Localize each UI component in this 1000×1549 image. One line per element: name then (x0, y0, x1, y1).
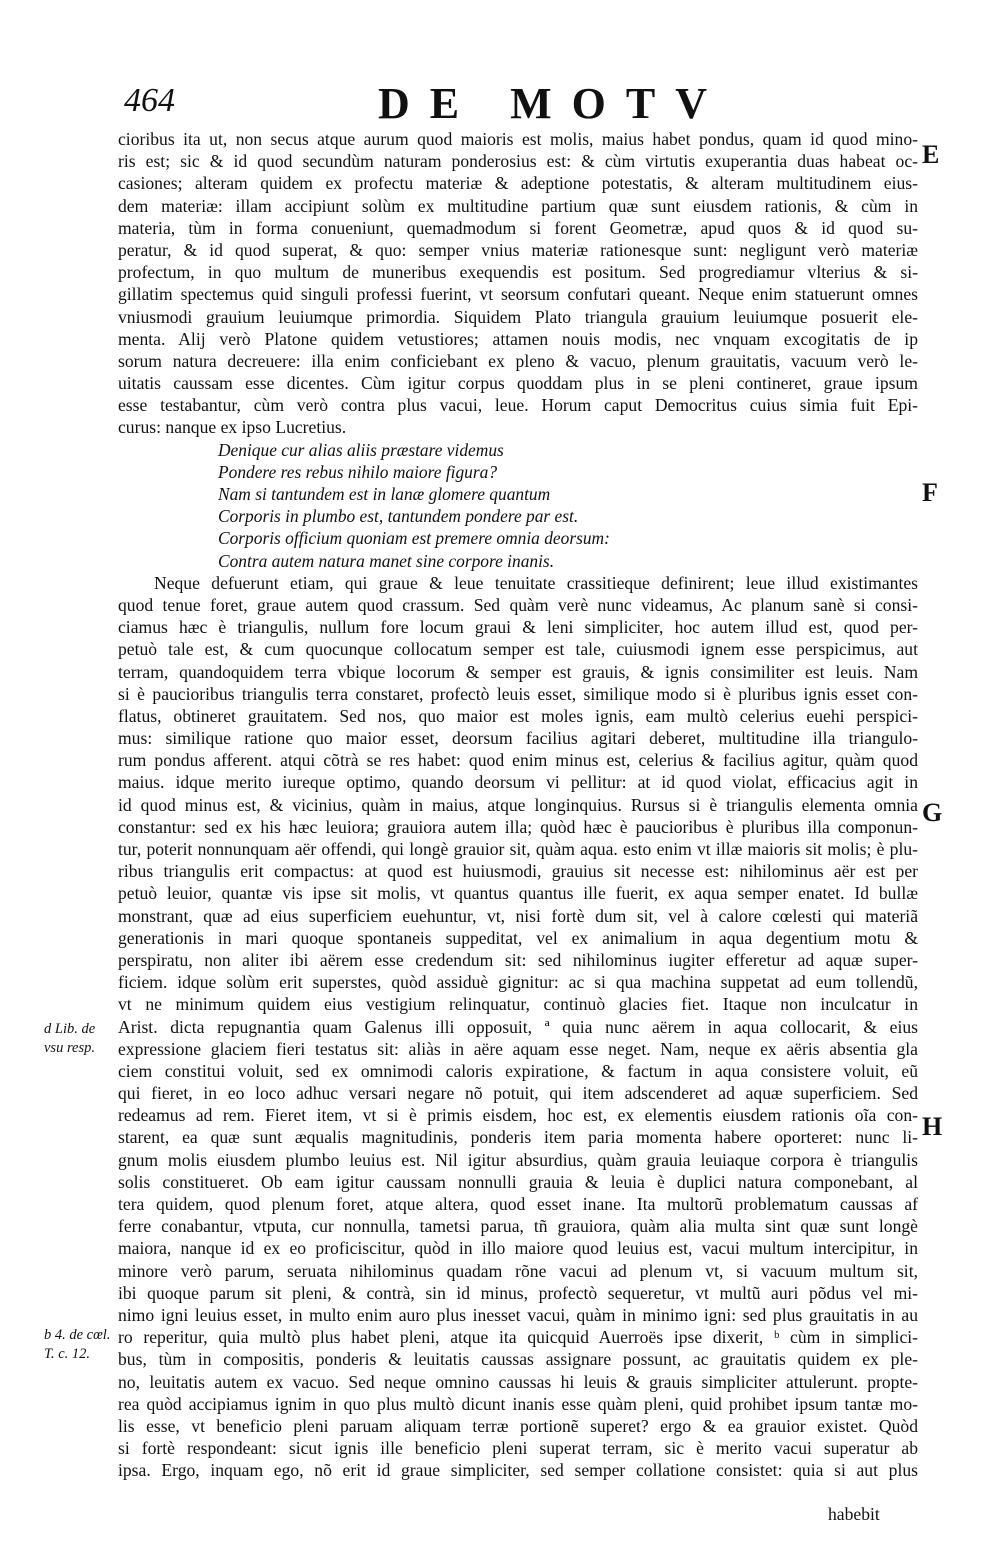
text-line: ciamus hæc è triangulis, nullum fore locum graui & leni simpliciter, hoc autem illud est, quod per- (118, 617, 918, 638)
text-line: Corporis in plumbo est, tantundem pondere par est. (218, 506, 579, 527)
text-line: quod tenue foret, graue autem quod crassum. Sed quàm verè nunc videamus, Ac planum sanè si consi- (118, 594, 918, 615)
text-line: Contra autem natura manet sine corpore inanis. (218, 550, 555, 571)
text-line: Denique cur alias aliis præstare videmus (218, 439, 504, 460)
text-line: bus, tùm in compositis, ponderis & leuitatis caussas assignare possunt, ac grauitatis quidem ex ple- (118, 1349, 918, 1370)
text-line: constantur: sed ex his hæc leuiora; grauiora autem illa; quòd hæc è paucioribus è pluribus illa componun- (118, 816, 918, 837)
text-line: uitatis caussam esse dicentes. Cùm igitur corpus quoddam plus in se pleni contineret, graue ipsum (118, 373, 918, 394)
text-line: Arist. dicta repugnantia quam Galenus illi opposuit, ª quia nunc aërem in aqua collocarit, & eius (118, 1016, 918, 1037)
text-line: no, leuitatis autem ex vacuo. Sed neque omnino caussas hi leuis & grauis simpliciter attulerunt. propte- (118, 1371, 918, 1392)
text-line: Neque defuerunt etiam, qui graue & leue tenuitate crassitieque definirent; leue illud existimantes (154, 572, 918, 593)
note-d-line-2: vsu resp. (44, 1040, 96, 1056)
margin-letter-f: F (922, 478, 938, 507)
text-line: vt ne minimum quidem eius vestigium relinquatur, continuò glacies fiet. Itaque non inculcatur in (118, 994, 918, 1015)
margin-letter-h: H (922, 1112, 943, 1141)
paragraph-2 (118, 572, 918, 1482)
margin-note-d (44, 1020, 95, 1058)
page-number: 464 (124, 82, 175, 119)
text-line: sorum natura decreuere: illa enim conficiebant ex pleno & vacuo, plenum grauitatis, vacuum verò le- (118, 350, 918, 371)
text-line: mus: similique ratione quo maior esset, deorsum facilius agitari deberet, multitudine illa triangulo- (118, 728, 918, 749)
text-line: cioribus ita ut, non secus atque aurum quod maioris est molis, maius habet pondus, quam id quod mino- (118, 129, 918, 149)
note-b-line-2: T. c. 12. (44, 1346, 91, 1362)
text-line: nimo igni leuius esset, in multo enim auro plus inesset vacui, quàm in minimo igni: sed plus grauitatis in au (118, 1304, 918, 1325)
margin-note-b (44, 1326, 110, 1364)
text-line: maius. idque merito iureque optimo, quando deorsum vi pellitur: at id quod violat, efficacius agit in (118, 772, 918, 793)
main-text (118, 128, 918, 1481)
text-line: materia, tùm in forma conueniunt, quemadmodum si forent Geometræ, apud quos & id quod su- (118, 217, 918, 238)
text-line: rea quòd accipiamus ignim in quo plus multò dicunt inanis esse quàm pleni, quid prohibet ipsum tantæ mo- (118, 1393, 918, 1414)
text-line: si fortè respondeant: sicut ignis ille beneficio pleni superat terram, sic è merito vacui superatur ab (118, 1438, 918, 1459)
text-line: minore verò parum, seruata nihilominus quadam rõne vacui ad plenum vt, si vacuum multum sit, (118, 1260, 918, 1281)
text-line: ro reperitur, quia multò plus habet pleni, atque ita quicquid Auerroës ipse dixerit, ᵇ cùm in simplici- (118, 1327, 918, 1348)
text-line: flatus, obtineret grauitatem. Sed nos, quo maior est moles ignis, eam multò celerius euehi perspici- (118, 705, 918, 726)
running-head: DE MOTV (378, 79, 727, 128)
text-line: ficiem. idque solùm erit superstes, quòd assiduè gignitur: ac si qua machina suppetat ad eum tollendũ, (118, 972, 918, 993)
note-d-line-1: Lib. de (54, 1021, 96, 1037)
note-letter-b: b (44, 1327, 52, 1343)
text-line: terram, quandoquidem terra vbique locorum & semper est grauis, & ignis consimiliter est leuis. Nam (118, 661, 918, 682)
text-line: generationis in mari quoque spontaneis suppeditat, vel ex animalium in aqua degentium motu & (118, 927, 918, 948)
text-line: curus: nanque ex ipso Lucretius. (118, 417, 347, 438)
text-line: monstrant, quæ ad eius superficiem euehuntur, vt, nisi fortè dum sit, vel à calore cœlesti qui materiã (118, 905, 918, 926)
text-line: perspiratu, non aliter ibi aërem esse credendum sit: sed nihilominus iugiter efferetur ad aquæ super- (118, 949, 918, 970)
text-line: menta. Alij verò Platone quidem vetustiores; attamen nouis modis, nec vnquam excogitatis de ip (118, 328, 918, 349)
text-line: ferre conabantur, vtputa, cur nonnulla, tametsi parua, tñ grauiora, quàm alia multa sint quæ sunt longè (118, 1216, 918, 1237)
margin-letter-e: E (922, 140, 940, 169)
text-line: Corporis officium quoniam est premere omnia deorsum: (218, 528, 610, 549)
catchword: habebit (828, 1504, 880, 1524)
text-line: Nam si tantundem est in lanæ glomere quantum (218, 484, 551, 504)
paragraph-1 (118, 128, 918, 439)
text-line: maiora, nanque id ex eo proficiscitur, quòd in illo maiore quod leuius est, vacui multum intercipitur, in (118, 1238, 918, 1259)
text-line: ris est; sic & id quod secundùm naturam ponderosius est: & cùm virtutis exuperantia duas habeat oc- (118, 151, 918, 172)
text-line: Pondere res rebus nihilo maiore figura? (218, 461, 498, 482)
text-line: profectum, in quo multum de muneribus exequendis est positum. Sed progrediamur vlterius & si- (118, 262, 918, 283)
text-line: ibi quoque parum sit pleni, & contrà, sin id minus, profectò sequeretur, vt multũ auri põdus vel mi- (118, 1282, 918, 1303)
text-line: vniusmodi grauium leuiumque primordia. Siquidem Plato triangula grauium leuiumque posuerit ele- (118, 306, 918, 327)
note-letter-d: d (44, 1021, 52, 1037)
margin-letter-g: G (922, 798, 943, 827)
text-line: gillatim spectemus quid singuli professi fuerint, vt seorsum confutari queant. Neque enim statuerunt omnes (118, 284, 918, 305)
text-line: rum pondus afferent. atqui cõtrà se res habet: quod enim minus est, celerius & facilius agitur, quàm quod (118, 750, 918, 771)
text-line: ipsa. Ergo, inquam ego, nõ erit id graue simpliciter, sed semper collatione consistet: quia si aut plus (118, 1460, 918, 1481)
text-line: expressione glaciem fieri testatus sit: aliàs in aëre aquam esse neget. Nam, neque ex aëris absentia gla (118, 1038, 918, 1059)
text-line: ribus triangulis erit compactus: at quod est huiusmodi, grauius sit necesse est: nihilominus aër est per (118, 861, 918, 882)
text-line: qui fieret, in eo loco adhuc versari negare nõ potuit, qui item adscenderet ad aquæ superficiem. Sed (118, 1083, 918, 1104)
text-line: tera quidem, quod plenum foret, atque altera, quod esset inane. Ita multorũ problematum caussas af (118, 1194, 918, 1214)
text-line: peratur, & id quod superat, & quo: semper vnius materiæ rationesque sunt: negligunt verò materiæ (118, 239, 918, 260)
text-line: casiones; alteram quidem ex profectu materiæ & adeptione potestatis, & alteram multitudinem eius- (118, 173, 918, 194)
text-line: tur, poterit nonnunquam aër offendi, qui longè grauior sit, quàm aqua. esto enim vt illæ maioris sit molis; è plu- (118, 839, 918, 859)
text-line: petuò leuior, quantæ vis ipse sit molis, vt quantus quantus ille fuerit, ex aqua semper enatet. Id bullæ (118, 883, 918, 904)
text-line: petuò tale est, & cum quocunque collocatum semper est tale, cuiusmodi ignem esse perspicimus, aut (118, 639, 918, 660)
text-line: redeamus ad rem. Fieret item, vt si è primis eisdem, hoc est, ex elementis eiusdem rationis oĩa con- (118, 1105, 918, 1126)
page-header (0, 76, 1000, 136)
text-line: lis esse, vt beneficio pleni paruam aliquam terræ portionẽ superet? ergo & ea grauior existet. Quòd (118, 1415, 918, 1436)
text-line: esse testabantur, cùm verò contra plus vacui, leue. Horum caput Democritus cuius simia fuit Epi- (118, 395, 918, 416)
note-b-line-1: 4. de cœl. (54, 1327, 111, 1343)
text-line: si è paucioribus triangulis terra constaret, profectò leuis esset, similique modo si è pluribus ignis esset con- (118, 683, 918, 704)
verse-quotation (118, 439, 918, 572)
text-line: dem materiæ: illam accipiunt solùm ex multitudine partium quæ sunt eiusdem rationis, & cùm in (118, 195, 918, 216)
text-line: gnum molis eiusdem plumbo leuius est. Nil igitur absurdius, quàm grauia leuiaque corpora è triangulis (118, 1149, 918, 1170)
text-line: ciem constitui voluit, sed ex omnimodi caloris expiratione, & factum in aqua consistere voluit, eũ (118, 1060, 918, 1081)
text-line: id quod minus est, & vicinius, quàm in maius, atque longinquius. Rursus si è triangulis elementa omnia (118, 794, 918, 815)
text-line: solis constitueret. Ob eam igitur caussam nonnulli grauia & leuia è duplici natura componebant, al (118, 1171, 918, 1192)
text-line: starent, ea quæ sunt æqualis magnitudinis, ponderis item paria momenta habere oporteret: nunc li- (118, 1127, 918, 1148)
